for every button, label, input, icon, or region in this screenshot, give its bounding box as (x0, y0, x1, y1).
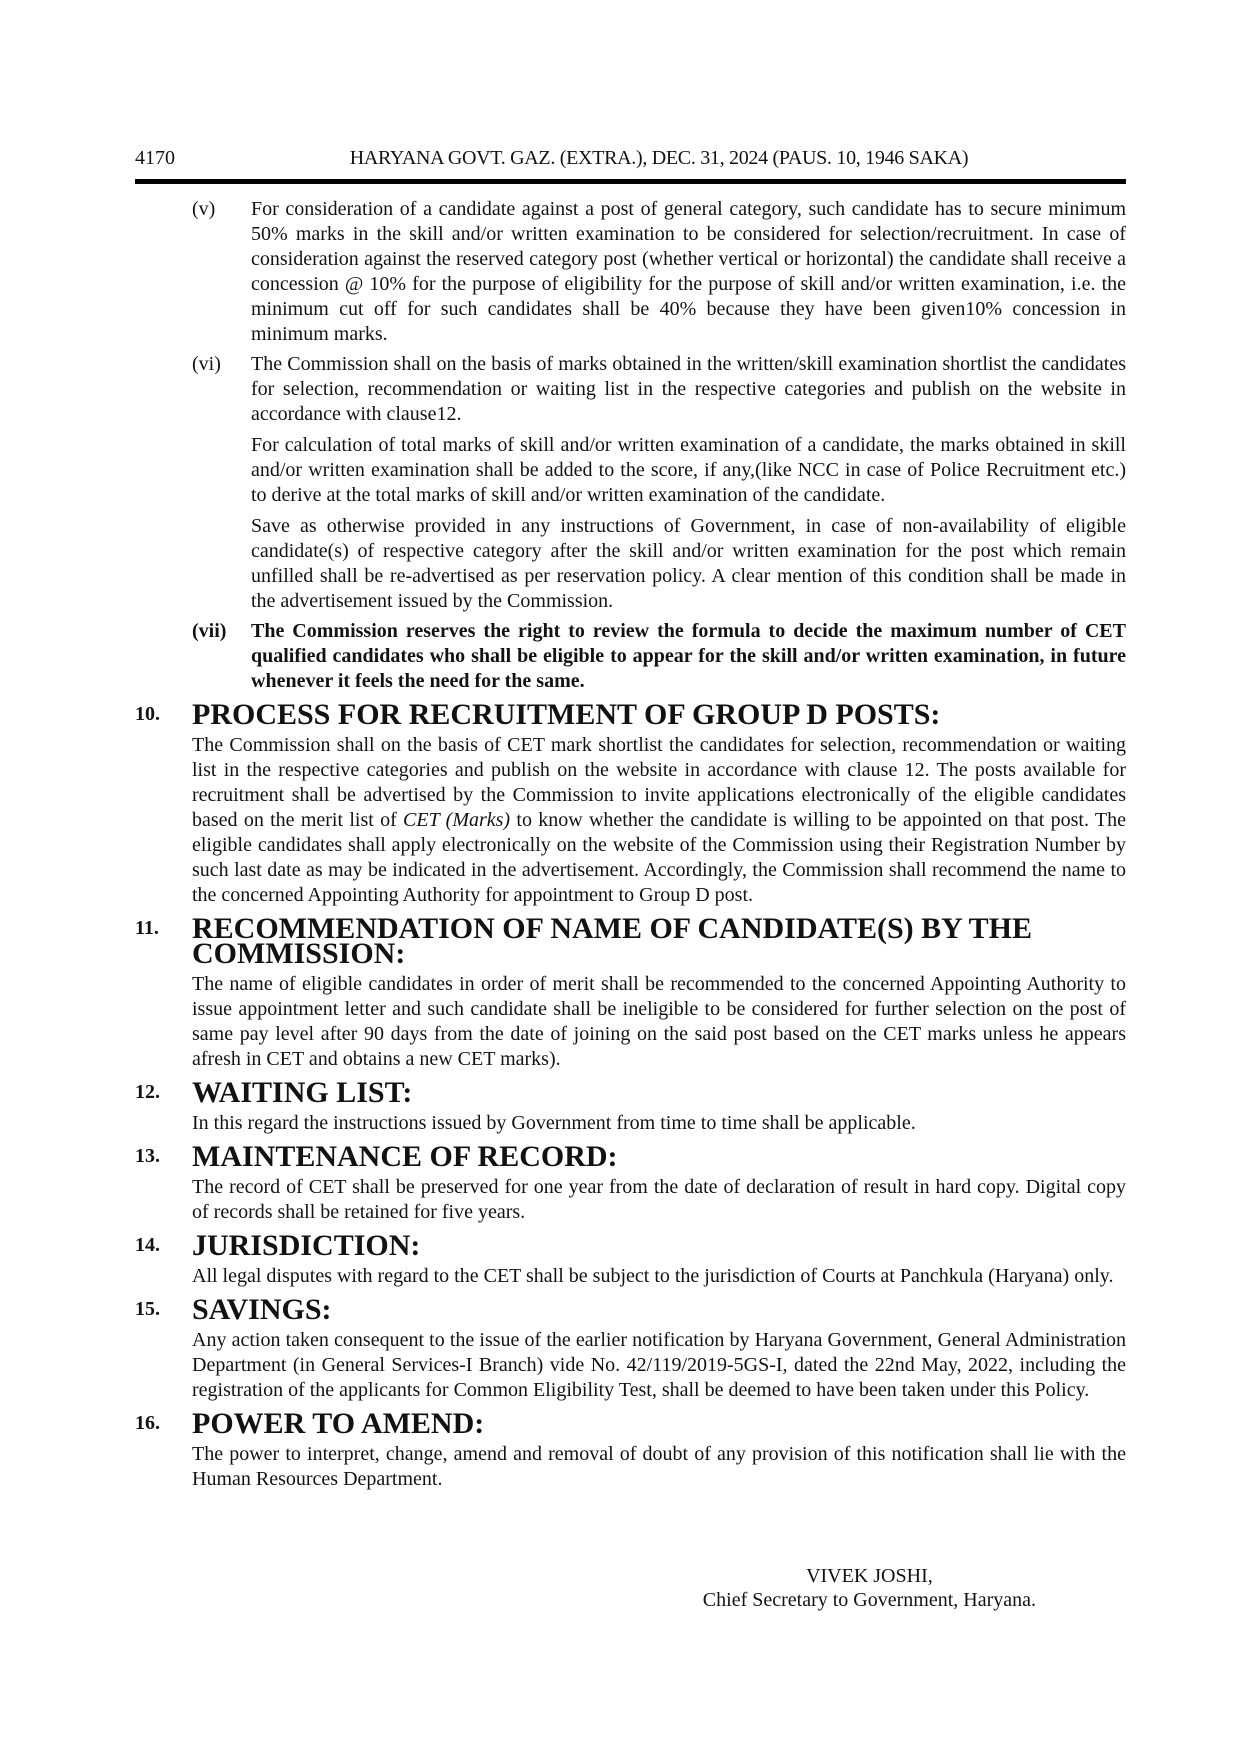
section-12-number: 12. (135, 1081, 160, 1103)
section-10-number: 10. (135, 703, 160, 725)
clause-vi-text: The Commission shall on the basis of marks obtained in the written/skill examination shortlist the candidates for selection, recommendation or waiting list in the respective categories and publish on the website in accordance with clause12. (251, 353, 1126, 425)
section-heading-13 (135, 1140, 1126, 1173)
section-11-paragraph: The name of eligible candidates in order of merit shall be recommended to the concerned Appointing Authority to issue appointment letter and such candidate shall be ineligible to be considered for further selection on the post of same pay level after 90 days from the date of joining on the said post based on the CET marks unless he appears afresh in CET and obtains a new CET marks). (192, 973, 1126, 1070)
section-14-paragraph: All legal disputes with regard to the CET shall be subject to the jurisdiction of Courts at Panchkula (Haryana) only. (192, 1265, 1114, 1287)
section-15-title: SAVINGS: (192, 1293, 332, 1326)
section-heading-11 (135, 912, 1126, 970)
clause-vi-para-2: For calculation of total marks of skill and/or written examination of a candidate, the marks obtained in skill and/or written examination shall be added to the score, if any,(like NCC in case of Police Recruitment etc.) to derive at the total marks of skill and/or written examination of the candidate. (251, 434, 1126, 506)
section-16-title: POWER TO AMEND: (192, 1407, 485, 1440)
section-16-number: 16. (135, 1412, 160, 1434)
document-body (135, 197, 1126, 1612)
header-row (135, 146, 1126, 171)
section-11-number: 11. (135, 917, 159, 939)
section-15-paragraph: Any action taken consequent to the issue of the earlier notification by Haryana Government, General Administration Department (in General Services-I Branch) vide No. 42/119/2019-5GS-I, dated the 22nd May, 2022, including the registration of the applicants for Common Eligibility Test, shall be deemed to have been taken under this Policy. (192, 1329, 1126, 1401)
signature-block (703, 1564, 1036, 1612)
clause-v-text: For consideration of a candidate against a post of general category, such candidate has to secure minimum 50% marks in the skill and/or written examination to be considered for selection/recruitment. In case of consideration against the reserved category post (whether vertical or horizontal) the candidate shall receive a concession @ 10% for the purpose of eligibility for the purpose of skill and/or written examination, i.e. the minimum cut off for such candidates shall be 40% because they have been given10% concession in minimum marks. (251, 198, 1126, 345)
section-10-paragraph (192, 733, 1126, 908)
clause-vi-para-3: Save as otherwise provided in any instructions of Government, in case of non-availability of eligible candidate(s) of respective category after the skill and/or written examination for the post which remain unfilled shall be re-advertised as per reservation policy. A clear mention of this condition shall be made in the advertisement issued by the Commission. (251, 515, 1126, 612)
section-10-title: PROCESS FOR RECRUITMENT OF GROUP D POSTS: (192, 698, 941, 731)
clause-item-vi (192, 352, 1126, 427)
header-rule (135, 179, 1126, 184)
section-heading-16 (135, 1407, 1126, 1440)
section-12-paragraph: In this regard the instructions issued by Government from time to time shall be applicable. (192, 1112, 916, 1134)
signature-name: VIVEK JOSHI, (806, 1565, 933, 1587)
section-15-number: 15. (135, 1298, 160, 1320)
clause-vi-label: (vi) (192, 353, 221, 375)
clause-item-vii (192, 619, 1126, 694)
section-10-text-after: to know whether the candidate is willing to be appointed on that post. The eligible candidates shall apply electronically on the website of the Commission using their Registration Number by such last date as may be indicated in the advertisement. Accordingly, the Commission shall recommend the name to the concerned Appointing Authority for appointment to Group D post. (192, 809, 1127, 906)
clause-v-label: (v) (192, 198, 216, 220)
section-heading-10 (135, 698, 1126, 731)
section-13-title: MAINTENANCE OF RECORD: (192, 1140, 618, 1173)
section-16-paragraph: The power to interpret, change, amend and removal of doubt of any provision of this notification shall lie with the Human Resources Department. (192, 1443, 1126, 1490)
section-14-number: 14. (135, 1234, 160, 1256)
page-number: 4170 (135, 147, 175, 169)
section-13-paragraph: The record of CET shall be preserved for one year from the date of declaration of result in hard copy. Digital copy of records shall be retained for five years. (192, 1176, 1126, 1223)
section-14-title: JURISDICTION: (192, 1229, 421, 1262)
section-heading-15 (135, 1293, 1126, 1326)
signature-designation: Chief Secretary to Government, Haryana. (702, 1589, 1036, 1611)
section-heading-12 (135, 1076, 1126, 1109)
section-12-title: WAITING LIST: (192, 1076, 413, 1109)
clause-vii-label: (vii) (192, 620, 227, 642)
section-11-title: RECOMMENDATION OF NAME OF CANDIDATE(S) BY THE COMMISSION: (192, 912, 1033, 970)
section-heading-14 (135, 1229, 1126, 1262)
section-10-text-italic: CET (Marks) (403, 809, 511, 831)
clause-item-v (192, 197, 1126, 347)
header-title: HARYANA GOVT. GAZ. (EXTRA.), DEC. 31, 2024 (PAUS. 10, 1946 SAKA) (349, 147, 969, 169)
section-10-text-before: The Commission shall on the basis of CET mark shortlist the candidates for selection, recommendation or waiting list in the respective categories and publish on the website in accordance with clause 12. The posts available for recruitment shall be advertised by the Commission to invite applications electronically of the eligible candidates based on the merit list of (192, 734, 1126, 831)
page-header (135, 146, 1126, 184)
section-13-number: 13. (135, 1145, 160, 1167)
clause-vii-text: The Commission reserves the right to review the formula to decide the maximum number of CET qualified candidates who shall be eligible to appear for the skill and/or written examination, in future whenever it feels the need for the same. (251, 620, 1126, 692)
